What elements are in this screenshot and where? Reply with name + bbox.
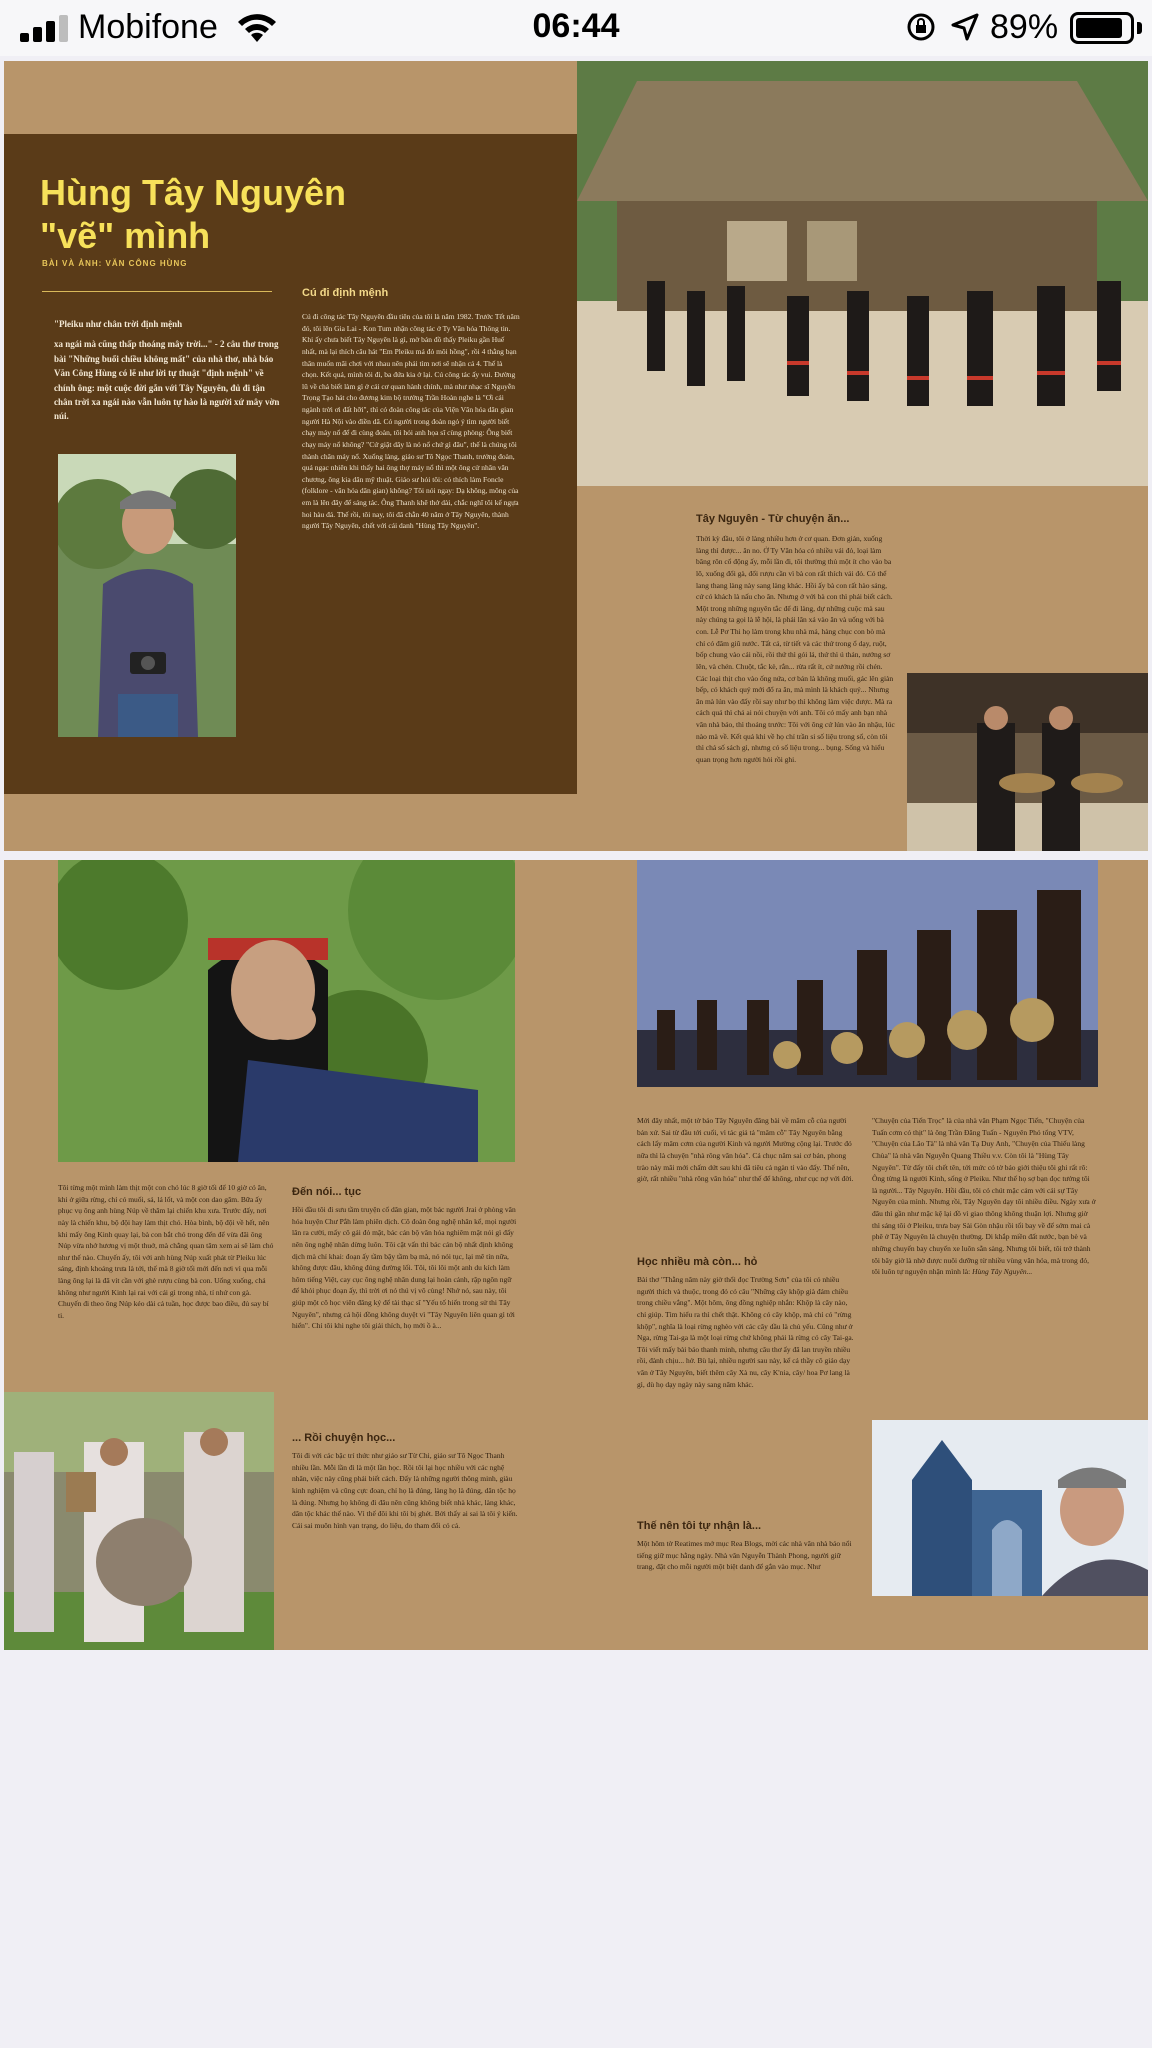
section-text: Cú đi công tác Tây Nguyên đầu tiên của tôi là năm 1982. Trước Tết năm đó, tôi lên Gia Lai - Kon Tum nhận công tác ở Ty Văn hóa Thông tin. Khi ấy chưa biết Tây Nguyên là gì, mờ bản đồ thấy Pleiku gần Huế nhất, mà lại thích câu hát "Em Pleiku má đỏ môi hồng", rồi 4 thằng bạn thân muốn mãi chơi với nhau nên phải tìm nơi sẽ nhận cả 4. Thế là chọn. Kết quả, mình tôi đi, ba đứa kia ở lại. Cú công tác ấy vui. Đường lũ về chả biết làm gì ở cái cơ quan hành chính, mà như nhạc sĩ Nguyễn Trọng Tạo hát cho đương kim bộ trưởng Trần Hoàn nghe là "Ơi cái ngành trời ơi đất hỡi", thì có đoàn công tác của Viện Văn hóa dân gian người Hà Nội vào điền dã. Có người trong đoàn ngỏ ý tìm người biết chạy máy nổ để đi cùng đoàn, tôi hỏi anh họa sĩ cùng phòng: Ông biết chạy máy nổ không? "Cứ giật dây là nó nổ chứ gì đâu", thế là chúng tôi thành chân máy nổ. Xuống làng, giáo sư Tô Ngọc Thanh, trưởng đoàn, quá ngạc nhiên khi thấy hai ông thợ máy nổ thì một ông cử nhân văn chương, ông kia dân mỹ thuật. Giáo sư hỏi tôi: có thích làm Foncle (folklore - văn hóa dân gian) không? Tôi nói ngay: Dạ không, mông của em là lên đây để sáng tác. Ông Thanh khẽ thở dài, chắc nghĩ tôi kể ngựa hoi hàu đá. Thế rồi, tôi nay, tôi đã chẵn 40 năm ở Tây Nguyên, thành người Tây Nguyên, chết với cái danh "Hùng Tây Nguyên". xyxy=(302,312,520,531)
author-portrait-photo xyxy=(58,454,236,737)
gong-festival-stage-photo xyxy=(637,860,1098,1087)
battery-icon xyxy=(1070,12,1134,44)
section-heading: Cú đi định mệnh xyxy=(302,287,389,299)
section-text: Thời kỳ đầu, tôi ở làng nhiều hơn ở cơ quan. Đơn giản, xuống làng thì được... ăn no. Ở Ty Văn hóa có nhiều vải đỏ, loại làm băng rôn cổ động ấy, mỗi lần đi, tôi thường thủ một ít cho vào ba lô, xuống đổi gà, đổi rượu cần vì bà con rất thích vải đỏ. Có thể lang thang làng này sang làng khác. Hồi ấy bà con rất hào sảng, cứ có khách là nấu cho ăn. Nhưng ở với bà con thì phải biết cách. Một trong những nguyên tắc để đi làng, dự những cuộc mà sau này chúng ta gọi là lễ hội, là phải lăn xả vào ăn và uống với bà con. Lễ Pơ Thi họ làm trong khu nhà mả, hàng chục con bò mà chỉ có đâm giũ nước. Tất cả, từ tiết và các thứ trong ổ dạy, ruột, bốp chung vào cái nồi, rồi thứ thì gói lá, thứ thì ú thán, nướng sơ lên, và chén. Chuột, tắc kè, rắn... rừa rất ít, cứ nướng rồi chén. Các loại thịt cho vào ống nứa, cơ bản là không muối, gác lên giàn bếp, có khách quý mới đổ ra ăn, mà mình là khách quý... Nhưng ăn mà lún vào đấy rồi say như bọ thì không làm việc được. Mà ra cách quá thì chả ai nói chuyện với anh. Tôi có mấy anh bạn nhà văn nhà báo, thì thoảng trước: Tôi với ông cứ lún vào ăn nhậu, lúc nào mà về. Kết quả khi về họ chỉ trần si số liệu trong sổ, còn tôi thì chả số sách gì, nhưng có số liệu trong... bụng. Sống và hiểu quan trọng hơn người hỏi rồi ghi. xyxy=(696,534,895,764)
section-text: Một hôm tờ Reatimes mở mục Rea Blogs, mời các nhà văn nhà báo nổi tiếng giữ mục hằng ngày. Nhà văn Nguyễn Thành Phong, người giữ trang, đặt cho mỗi người một biệt danh để gắn vào mục. Như xyxy=(637,1539,852,1572)
women-with-baskets-photo xyxy=(907,673,1148,851)
section-text: Hồi đầu tôi đi sưu tầm truyện cổ dân gian, một bác người Jrai ở phòng văn hóa huyện Chư Pắh làm phiên dịch. Cô đoàn ông nghệ nhân kể, mọi người lăn ra cười, mấy cô gái đỏ mặt, bác cán bộ văn hóa nghiêm mặt nói gì đấy nên ông nghệ nhân dừng luôn. Tôi cặt vấn thì bác cán bộ nhất định không dịch mà chỉ khai: đoạn ấy tầm bậy tầm bạ mà, nó nói tục, lại mê tín nữa, không được đâu, không đúng đường lối. Tôi, tôi lôi một anh du kích làm hôm tiếng Việt, cay cục ông nghệ nhân dung lại hoàn cảnh, rặp ngôn ngữ để khỏi phục đoạn ấy, thì trời ơi nó thú vị vô cùng! Nhớ nó, sau này, tôi giúp một cô học viên đăng ký để tài thạc sĩ "Yếu tố hiển trong sử thi Tây Nguyên", nhưng cả hội đồng không duyệt vì "Tây Nguyên liên quan gì tới hiển". Chỉ tôi khi nghe tôi giải thích, họ mới ồ à... xyxy=(292,1205,517,1331)
rotation-lock-icon xyxy=(906,12,936,42)
magazine-spread-1 xyxy=(4,61,1148,851)
intro-quote: "Pleiku như chân trời định mệnh xa ngái mà cũng thấp thoáng mây trời..." - 2 câu thơ trong bài "Những buổi chiều không mất" của nhà thơ, nhà báo Văn Công Hùng có lẽ như lời tự thuật "định mệnh" về chính ông: một cuộc đời gắn với Tây Nguyên, đủ đi tận chân trời xa ngái nào vẫn luôn tự hào là người xứ mây vờn núi. xyxy=(54,319,280,422)
section-heading: Đến nói... tục xyxy=(292,1186,362,1198)
column-text: "Chuyện của Tiến Trọc" là của nhà văn Phạm Ngọc Tiến, "Chuyện của Tuấn cơm có thịt" là ông Trần Đăng Tuấn - Nguyên Phó tổng VTV, "Chuyện của Lão Tà" là nhà văn Tạ Duy Anh, "Chuyện của Thiếu làng Chùa" là nhà văn Nguyễn Quang Thiều v.v. Còn tôi là "Hùng Tây Nguyên". Từ đấy tôi chết tên, tới mức có tờ báo giới thiệu tôi ghi rất rõ: Ông từng là người Kinh, sống ở Pleiku. Như thế họ sợ bạn đọc tưởng tôi là người... Tây Nguyên. Hồi đầu, tôi có chút mặc cảm với cái sự Tây Nguyên của mình. Nhưng rồi, Tây Nguyên dạy tôi nhiều điều. Ngày xưa ở đâu thì gần như mặc kệ lại đồ vì giao thông không thuận lợi. Nhưng giờ thì sáng tôi ở Pleiku, trưa bay Sài Gòn nhậu rồi tối bay về để sớm mai cà phê ở Tây Nguyên là chuyện thường. Di khắp miền đất nước, bạn bè và những chuyến bay chuyến xe luôn sẵn sàng. Nhưng tôi biết, tôi trở thành tôi bây giờ là nhờ được nuôi dưỡng từ nhiều vùng văn hóa, mà trong đó, tôi luôn tự nguyện nhận mình là: Hùng Tây Nguyên... xyxy=(872,1116,1096,1277)
girl-headband-photo xyxy=(58,860,515,1162)
status-bar xyxy=(0,0,1152,56)
clock: 06:44 xyxy=(532,7,620,45)
column-text: Mới đây nhất, một tờ báo Tây Nguyên đăng bài về mâm cỗ của người bản xứ. Sai từ đầu tới cuối, vì tác giả tả "mâm cỗ" Tây Nguyên bằng cách lấy mâm cơm của người Kinh và người Mường cộng lại. Trước đó nữa thì là chuyện "nhà rông văn hóa". Cả chục năm sai cơ bản, phong trào này mãi mới chấm dứt sau khi đã tiêu cả ngàn tỉ vào đấy. Thế nên, giờ, rất nhiều "nhà rông văn hóa" như thế để không, như cục nợ với đời. xyxy=(637,1116,854,1184)
village-dance-photo xyxy=(577,61,1148,486)
section-text: Bài thơ "Thằng năm này giờ thổi đọc Trường Sơn" của tôi có nhiều người thích và thuộc, trong đó có câu "Những cây khộp già đám chiều trong chiều vắng". Một hôm, ông đồng nghiệp nhắn: Khộp là cây nào, chỉ giúp. Tìm hiểu ra thì chết thật. Không có cây khộp, mà chỉ có "rừng khộp", nghĩa là loại rừng nghèo với các cây dầu là chủ yếu. Cũng như ở Nga, rừng Tai-ga là một loại rừng chứ không phải là rừng có cây Tai-ga. Tôi viết mấy bài báo thanh minh, nhưng câu thơ ấy đã lan truyền nhiều rồi, đành chịu... hở. Bù lại, nhiều người sau này, kể cả thầy cô giáo dạy văn ở Tây Nguyên, biết thêm cây Xà nu, cây K'nia, cây/ hoa Pơ lang là gì, dù họ dạy ngày này sang năm khác. xyxy=(637,1275,854,1389)
byline: BÀI VÀ ẢNH: VĂN CÔNG HÙNG xyxy=(42,259,188,268)
section-heading: Học nhiều mà còn... hỏ xyxy=(637,1256,758,1268)
section-heading: ... Rồi chuyện học... xyxy=(292,1432,396,1444)
article-title: Hùng Tây Nguyên "vẽ" mình xyxy=(40,172,347,257)
location-icon xyxy=(950,12,980,42)
section-text: Tôi đi với các bậc trí thức như giáo sư Từ Chi, giáo sư Tô Ngọc Thanh nhiều lần. Mỗi lần đi là một lần học. Rồi tôi lại học nhiều với các nghệ nhân, việc này cũng phải biết cách. Đấy là những người thông minh, giàu kinh nghiệm và cũng cực đoan, chỉ họ là đúng, làng họ là đúng, dân tộc họ là đúng. Nhưng họ không đi đâu nên cũng không biết nhà khác, làng khác, dân tộc khác thế nào. Vì thế đôi khi tôi bị ghét. Bởi thấy ai sai là tôi ý kiến. Cái sai muôn hình vạn trạng, do liệu, do tham đổi có cả. xyxy=(292,1451,518,1530)
gong-players-photo xyxy=(4,1392,274,1650)
section-heading: Thế nên tôi tự nhận là... xyxy=(637,1520,762,1532)
author-building-photo xyxy=(872,1420,1148,1596)
magazine-spread-2 xyxy=(4,860,1148,1650)
divider xyxy=(42,291,272,292)
column-text: Tôi từng một mình làm thịt một con chó lúc 8 giờ tối để 10 giờ có ăn, khi ở giữa rừng, chỉ có muối, sả, lá lốt, và một con dao găm. Bữa ấy phục vụ ông anh hùng Núp về thăm lại chiến khu xưa. Trước đấy, nơi này là chiến khu, bộ đội hay làm thịt chó. Hòa bình, bộ đội về hết, nên khi mấy ông Kinh quay lại, bà con bắt chó trong đến để vừa đãi ông Núp vừa nhớ hương vị một thuở, mà chẳng quan tâm xem ai sẽ làm chó như thế nào. Chuyến ấy, tôi với anh hùng Núp xuất phát từ Pleiku lúc sáng, định khoảng trưa là tới, thế mà 8 giờ tối mới đến nơi vì qua mỗi làng ông lại là đã vít cần với ghè rượu cùng bà con. Uống xuống, chả không như người Kinh lại rai với cái gì trong nhà, tí nhứ con gà. Chuyến đi theo ông Núp kéo dài cả tuần, học được bao điều, đủ say bí ti. xyxy=(58,1183,274,1320)
carrier-name: Mobifone xyxy=(78,8,218,46)
section-heading: Tây Nguyên - Từ chuyện ăn... xyxy=(696,513,850,525)
battery-percent: 89% xyxy=(990,8,1059,46)
